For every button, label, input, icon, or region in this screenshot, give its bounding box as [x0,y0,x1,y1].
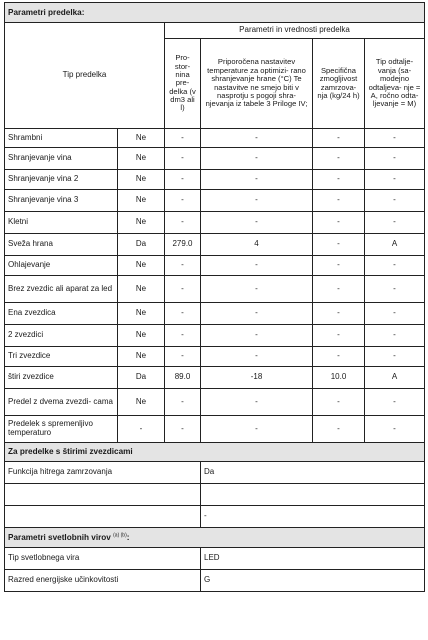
defrost-type-cell: - [365,129,425,148]
defrost-type-cell: - [365,148,425,170]
freezing-capacity-cell: - [313,129,365,148]
footnote-marker: (a) (b) [113,532,127,539]
temperature-cell: - [201,256,313,276]
compartment-present-cell: Ne [118,389,165,416]
temperature-cell: - [201,389,313,416]
defrost-type-cell: - [365,190,425,212]
compartment-present-cell: Ne [118,170,165,190]
temperature-cell: - [201,148,313,170]
compartment-type-cell: Shranjevanje vina 3 [5,190,118,212]
compartment-row [5,303,425,325]
compartment-row [5,276,425,303]
compartment-present-cell: Da [118,234,165,256]
volume-cell: - [165,347,201,367]
volume-cell: - [165,212,201,234]
temperature-cell: - [201,129,313,148]
compartment-type-cell: Shranjevanje vina [5,148,118,170]
parameter-label-cell: Razred energijske učinkovitosti [5,570,201,592]
compartment-present-cell: - [118,416,165,443]
compartment-present-cell: Ne [118,256,165,276]
table-body [5,3,425,592]
parameters-section-title: Parametri predelka: [5,3,425,23]
four-star-row [5,484,425,506]
compartment-type-cell: Sveža hrana [5,234,118,256]
defrost-type-cell: A [365,367,425,389]
volume-cell: - [165,148,201,170]
volume-cell: - [165,190,201,212]
four-star-row [5,506,425,528]
compartment-type-cell: Predelek s spremenljivo temperaturo [5,416,118,443]
compartment-row [5,129,425,148]
compartment-parameters-table [4,2,425,592]
compartment-type-cell: štiri zvezdice [5,367,118,389]
compartment-present-cell: Da [118,367,165,389]
temperature-header: Priporočena nastavitev temperature za optimizi- rano shranjevanje hrane (°C) Te nastavitve ne smejo biti v nasprotju s pogoji shra- njevanja iz tabele 3 Priloge IV; [201,39,313,129]
volume-header: Pro- stor- nina pre- delka (v dm3 ali l) [165,39,201,129]
header-row [5,23,425,39]
parameters-group-header: Parametri in vrednosti predelka [165,23,425,39]
temperature-cell: - [201,303,313,325]
parameter-label-cell [5,484,201,506]
freezing-capacity-header: Specifična zmogljivost zamrzova- nja (kg/24 h) [313,39,365,129]
compartment-type-cell: Shranjevanje vina 2 [5,170,118,190]
freezing-capacity-cell: 10.0 [313,367,365,389]
temperature-cell: -18 [201,367,313,389]
four-star-row [5,462,425,484]
compartment-type-cell: Ena zvezdica [5,303,118,325]
freezing-capacity-cell: - [313,347,365,367]
compartment-present-cell: Ne [118,347,165,367]
compartment-type-cell: Ohlajevanje [5,256,118,276]
compartment-present-cell: Ne [118,190,165,212]
freezing-capacity-cell: - [313,190,365,212]
parameter-value-cell: Da [201,462,425,484]
compartment-type-cell: Brez zvezdic ali aparat za led [5,276,118,303]
defrost-type-cell: - [365,256,425,276]
parameter-label-cell [5,506,201,528]
compartment-row [5,170,425,190]
compartment-row [5,148,425,170]
freezing-capacity-cell: - [313,389,365,416]
parameter-label-cell: Funkcija hitrega zamrzovanja [5,462,201,484]
compartment-type-cell: 2 zvezdici [5,325,118,347]
temperature-cell: - [201,276,313,303]
compartment-present-cell: Ne [118,276,165,303]
freezing-capacity-cell: - [313,148,365,170]
volume-cell: 89.0 [165,367,201,389]
temperature-cell: - [201,170,313,190]
compartment-row [5,234,425,256]
temperature-cell: - [201,347,313,367]
freezing-capacity-cell: - [313,303,365,325]
light-source-row [5,570,425,592]
compartment-row [5,190,425,212]
compartment-type-cell: Predel z dvema zvezdi- cama [5,389,118,416]
compartment-row [5,367,425,389]
volume-cell: 279.0 [165,234,201,256]
temperature-cell: 4 [201,234,313,256]
volume-cell: - [165,325,201,347]
freezing-capacity-cell: - [313,276,365,303]
light-source-section-title: Parametri svetlobnih virov $^{(a) (b)}$: [5,528,425,548]
section-header-row [5,443,425,462]
volume-cell: - [165,389,201,416]
temperature-cell: - [201,416,313,443]
compartment-type-header: Tip predelka [5,23,165,129]
section-header-row [5,528,425,548]
volume-cell: - [165,129,201,148]
freezing-capacity-cell: - [313,170,365,190]
defrost-type-cell: - [365,212,425,234]
defrost-type-cell: - [365,303,425,325]
volume-cell: - [165,276,201,303]
compartment-type-cell: Tri zvezdice [5,347,118,367]
parameter-value-cell: G [201,570,425,592]
parameter-value-cell: LED [201,548,425,570]
freezing-capacity-cell: - [313,212,365,234]
compartment-row [5,256,425,276]
volume-cell: - [165,170,201,190]
parameter-label-cell: Tip svetlobnega vira [5,548,201,570]
temperature-cell: - [201,190,313,212]
section-header-row [5,3,425,23]
light-source-title-text: Parametri svetlobnih virov [8,532,111,542]
defrost-type-cell: A [365,234,425,256]
compartment-row [5,389,425,416]
defrost-type-cell: - [365,347,425,367]
compartment-present-cell: Ne [118,212,165,234]
parameter-value-cell: - [201,506,425,528]
freezing-capacity-cell: - [313,256,365,276]
compartment-present-cell: Ne [118,148,165,170]
volume-cell: - [165,256,201,276]
compartment-type-cell: Kletni [5,212,118,234]
compartment-row [5,347,425,367]
four-star-section-title: Za predelke s štirimi zvezdicami [5,443,425,462]
compartment-row [5,212,425,234]
parameter-value-cell [201,484,425,506]
defrost-type-cell: - [365,325,425,347]
compartment-type-cell: Shrambni [5,129,118,148]
temperature-cell: - [201,212,313,234]
defrost-type-cell: - [365,416,425,443]
volume-cell: - [165,303,201,325]
temperature-cell: - [201,325,313,347]
compartment-present-cell: Ne [118,303,165,325]
light-source-row [5,548,425,570]
defrost-type-cell: - [365,389,425,416]
defrost-type-header: Tip odtalje- vanja (sa- modejno odtaljeva- nje = A, ročno odta- ljevanje = M) [365,39,425,129]
compartment-present-cell: Ne [118,325,165,347]
freezing-capacity-cell: - [313,234,365,256]
compartment-row [5,325,425,347]
defrost-type-cell: - [365,170,425,190]
freezing-capacity-cell: - [313,325,365,347]
freezing-capacity-cell: - [313,416,365,443]
compartment-row [5,416,425,443]
volume-cell: - [165,416,201,443]
compartment-present-cell: Ne [118,129,165,148]
defrost-type-cell: - [365,276,425,303]
